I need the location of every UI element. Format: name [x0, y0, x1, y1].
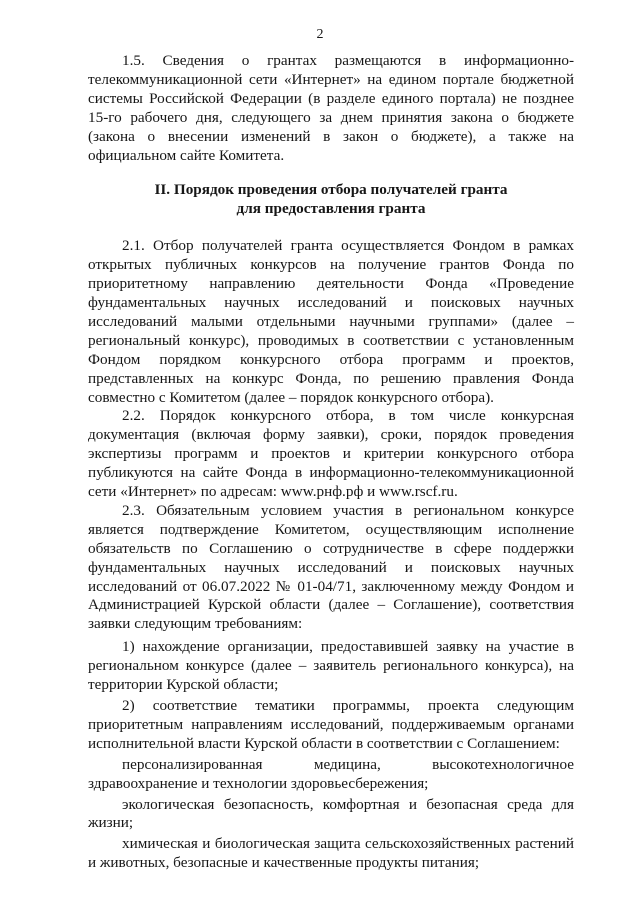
- list-item-2: 2) соответствие тематики программы, проекта следующим приоритетным направлениям исследований, поддерживаемым органами исполнительной власти Курской области в соответствии с Соглашением:: [88, 697, 574, 752]
- section-heading-line-1: II. Порядок проведения отбора получателей гранта: [154, 181, 508, 199]
- priority-direction-ecology: экологическая безопасность, комфортная и безопасная среда для жизни;: [88, 795, 574, 832]
- priority-direction-agro-protection: химическая и биологическая защита сельскохозяйственных растений и животных, безопасные и качественные продукты питания;: [88, 835, 574, 872]
- paragraph-1-5: 1.5. Сведения о грантах размещаются в информационно-телекоммуникационной сети «Интернет» на едином портале бюджетной системы Российской Федерации (в разделе единого портала) не позднее 15-го рабочего дня, следующего за днем принятия закона о бюджете (закона о внесении изменений в закон о бюджете), а также на официальном сайте Комитета.: [88, 52, 574, 164]
- page-number: 2: [316, 27, 324, 42]
- document-body: [88, 52, 574, 873]
- paragraph-2-3: 2.3. Обязательным условием участия в региональном конкурсе является подтверждение Комитетом, осуществляющим исполнение обязательств по Соглашению о сотрудничестве в сфере поддержки фундаментальных научных исследований и поисковых научных исследований от 06.07.2022 № 01-04/71, заключенному между Фондом и Администрацией Курской области (далее – Соглашение), соответствия заявки следующим требованиям:: [88, 501, 574, 633]
- section-heading-line-2: для предоставления гранта: [236, 200, 426, 218]
- section-heading: [88, 181, 574, 219]
- paragraph-2-1: 2.1. Отбор получателей гранта осуществляется Фондом в рамках открытых публичных конкурсов на получение грантов Фонда по приоритетному направлению деятельности Фонда «Проведение фундаментальных научных исследований и поисковых научных исследований малыми отдельными научными группами» (далее – региональный конкурс), проводимых в соответствии с установленным Фондом порядком конкурсного отбора программ и проектов, представленных на конкурс Фонда, по решению правления Фонда совместно с Комитетом (далее – порядок конкурсного отбора).: [88, 237, 574, 406]
- paragraph-2-2: 2.2. Порядок конкурсного отбора, в том числе конкурсная документация (включая форму заявки), сроки, порядок проведения экспертизы программ и проектов и критерии конкурсного отбора публикуются на сайте Фонда в информационно-телекоммуникационной сети «Интернет» по адресам: www.рнф.рф и www.rscf.ru.: [88, 407, 574, 501]
- priority-direction-medicine: персонализированная медицина, высокотехнологичное здравоохранение и технологии здоровьесбережения;: [88, 755, 574, 792]
- list-item-1: 1) нахождение организации, предоставившей заявку на участие в региональном конкурсе (далее – заявитель регионального конкурса), на территории Курской области;: [88, 638, 574, 694]
